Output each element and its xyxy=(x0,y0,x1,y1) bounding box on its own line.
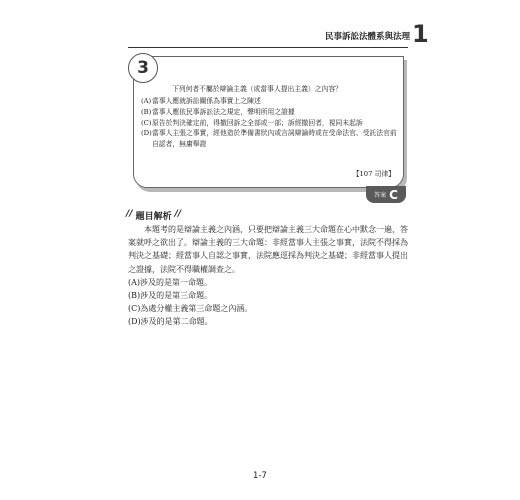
analysis-heading xyxy=(126,209,181,222)
question-box xyxy=(133,56,404,188)
option-c xyxy=(141,118,399,129)
analysis-option-b xyxy=(128,289,408,302)
option-text: 涉及的是第二命題。 xyxy=(140,317,213,327)
analysis-option-a xyxy=(128,276,408,289)
option-text: 當事人應依民事訴訟法之規定，聲明所用之證據 xyxy=(152,107,295,116)
option-text: 涉及的是第一命題。 xyxy=(140,277,213,287)
option-text: 為處分權主義第三命題之內涵。 xyxy=(140,304,253,314)
running-header: 民事訴訟法體系與法理 xyxy=(324,32,410,42)
option-d xyxy=(141,128,399,150)
option-text: 當事人應就訴訟關係為事實上之陳述 xyxy=(152,97,261,105)
question-options xyxy=(141,96,399,150)
heading-slashes-open: // xyxy=(126,209,133,219)
analysis-option-c xyxy=(128,302,408,315)
option-label: (A) xyxy=(141,97,152,105)
option-text: 原告於判決確定前，得撤回訴之全部或一部；訴經撤回者，視同未起訴 xyxy=(152,118,363,127)
analysis-option-d xyxy=(128,315,408,328)
question-source: 【107 司律】 xyxy=(352,170,395,178)
page-number: 1-7 xyxy=(253,471,267,481)
analysis-heading-text: 題目解析 xyxy=(135,212,172,222)
answer-tab xyxy=(366,186,406,203)
option-label: (C) xyxy=(141,118,152,127)
option-label: (B) xyxy=(128,291,141,301)
analysis-body xyxy=(128,223,408,329)
answer-value: C xyxy=(389,187,398,202)
option-text: 涉及的是第三命題。 xyxy=(140,291,213,301)
answer-label: 答案 xyxy=(374,192,387,199)
option-b xyxy=(141,107,399,118)
option-label: (D) xyxy=(128,317,141,327)
question-number: 3 xyxy=(128,53,158,83)
question-stem: 下列何者不屬於辯論主義（或當事人提出主義）之內容？ xyxy=(172,85,342,93)
analysis-paragraph: 本題考的是辯論主義之內涵，只要把辯論主義三大命題在心中默念一遍，答案就呼之欲出了。辯論主義的三大命題：非經當事人主張之事實，法院不得採為判決之基礎；經當事人自認之事實，法院應逕採為判決之基礎；非經當事人提出之證據，法院不得職權調查之。 xyxy=(128,225,408,274)
option-label: (A) xyxy=(128,277,141,287)
option-label: (D) xyxy=(141,129,152,138)
option-label: (C) xyxy=(128,304,141,314)
option-a xyxy=(141,96,399,107)
option-label: (B) xyxy=(141,107,152,116)
heading-slashes-close: // xyxy=(174,209,182,219)
header-divider xyxy=(128,47,408,48)
option-text: 當事人主張之事實，經他造於準備書狀內或言詞辯論時或在受命法官、受託法官前自認者，無庸舉證 xyxy=(152,129,397,149)
chapter-number: 1 xyxy=(412,20,429,48)
